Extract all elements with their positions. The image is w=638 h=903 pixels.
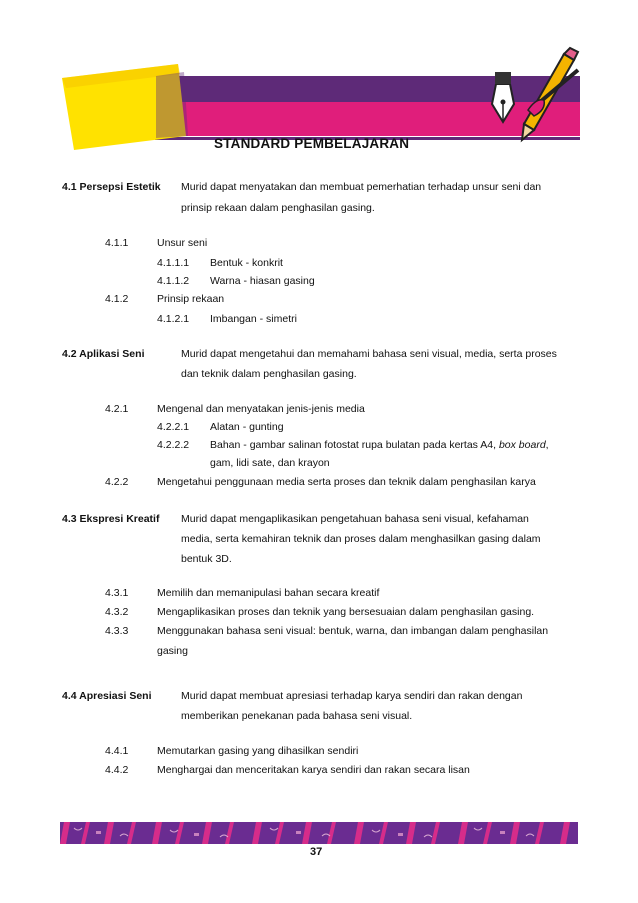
- section-heading: 4.1 Persepsi Estetik: [62, 181, 161, 193]
- art-tools-icons: [486, 44, 582, 154]
- section-heading: 4.3 Ekspresi Kreatif: [62, 513, 160, 525]
- item-text: Memutarkan gasing yang dihasilkan sendiri: [157, 745, 359, 757]
- subitem-number: 4.1.1.1: [157, 257, 190, 269]
- item-number: 4.3.2: [105, 606, 129, 618]
- footer-decorative-band: [60, 822, 578, 844]
- item-number: 4.4.2: [105, 764, 129, 776]
- item-number: 4.1.1: [105, 237, 129, 249]
- item-number: 4.4.1: [105, 745, 129, 757]
- page-number: 37: [310, 846, 323, 858]
- item-number: 4.2.1: [105, 403, 129, 415]
- subitem-text: [210, 438, 549, 452]
- section-description: media, serta kemahiran teknik dan proses dalam menghasilkan gasing dalam: [181, 533, 541, 545]
- section-heading: 4.2 Aplikasi Seni: [62, 348, 145, 360]
- item-text: Prinsip rekaan: [157, 293, 225, 305]
- subitem-text: Bentuk - konkrit: [210, 257, 283, 269]
- item-number: 4.3.1: [105, 587, 129, 599]
- section-heading: 4.4 Apresiasi Seni: [62, 690, 152, 702]
- item-text: Unsur seni: [157, 237, 208, 249]
- subitem-text-emphasis: box board: [498, 439, 546, 451]
- item-text: Menghargai dan menceritakan karya sendiri dan rakan secara lisan: [157, 764, 470, 776]
- section-description: Murid dapat menyatakan dan membuat pemerhatian terhadap unsur seni dan: [181, 181, 542, 193]
- item-number: 4.1.2: [105, 293, 129, 305]
- item-text: Memilih dan memanipulasi bahan secara kreatif: [157, 587, 380, 599]
- section-description: Murid dapat mengetahui dan memahami bahasa seni visual, media, serta proses: [181, 348, 557, 360]
- section-description: bentuk 3D.: [181, 553, 232, 565]
- item-text: Mengetahui penggunaan media serta proses dan teknik dalam penghasilan karya: [157, 476, 536, 488]
- subitem-text-punct: ,: [545, 439, 549, 451]
- subitem-number: 4.2.2.2: [157, 439, 190, 451]
- section-description: dan teknik dalam penghasilan gasing.: [181, 368, 357, 380]
- subitem-text: Alatan - gunting: [210, 421, 284, 433]
- subitem-number: 4.1.1.2: [157, 275, 190, 287]
- subitem-number: 4.2.2.1: [157, 421, 190, 433]
- item-text-continued: gasing: [157, 645, 188, 657]
- item-text: Menggunakan bahasa seni visual: bentuk, warna, dan imbangan dalam penghasilan: [157, 625, 549, 637]
- subitem-text-part: Bahan - gambar salinan fotostat rupa bulatan pada kertas A4,: [210, 439, 497, 451]
- section-description: prinsip rekaan dalam penghasilan gasing.: [181, 202, 375, 214]
- subitem-text-continued: gam, lidi sate, dan krayon: [210, 457, 330, 469]
- section-description: memberikan penekanan pada bahasa seni visual.: [181, 710, 413, 722]
- subitem-text: Imbangan - simetri: [210, 313, 297, 325]
- subitem-number: 4.1.2.1: [157, 313, 190, 325]
- subitem-text: Warna - hiasan gasing: [210, 275, 315, 287]
- pen-nib-icon: [492, 72, 514, 122]
- page-title: STANDARD PEMBELAJARAN: [214, 136, 410, 151]
- section-description: Murid dapat membuat apresiasi terhadap karya sendiri dan rakan dengan: [181, 690, 523, 702]
- item-text: Mengenal dan menyatakan jenis-jenis media: [157, 403, 365, 415]
- section-description: Murid dapat mengaplikasikan pengetahuan bahasa seni visual, kefahaman: [181, 513, 529, 525]
- item-number: 4.2.2: [105, 476, 129, 488]
- item-text: Mengaplikasikan proses dan teknik yang bersesuaian dalam penghasilan gasing.: [157, 606, 535, 618]
- item-number: 4.3.3: [105, 625, 129, 637]
